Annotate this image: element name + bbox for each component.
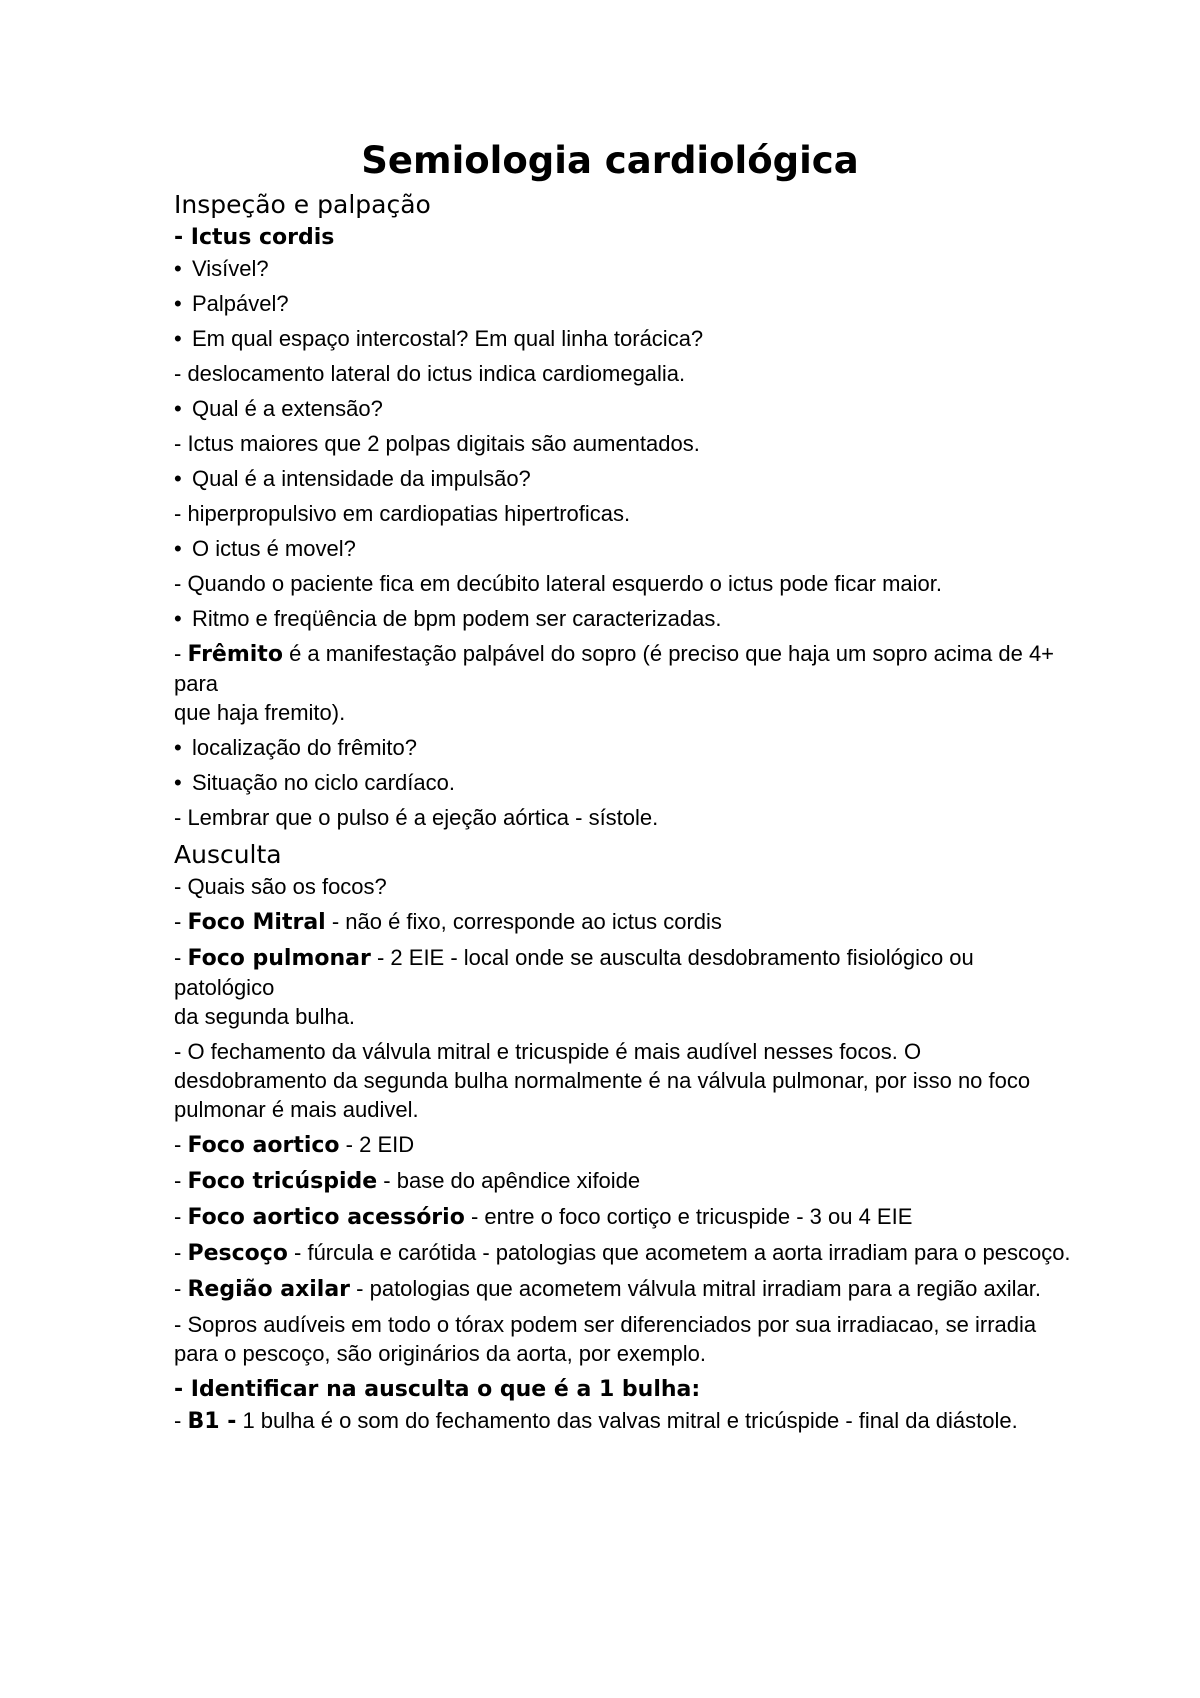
document-title: Semiologia cardiológica — [361, 139, 859, 182]
list-item: - Ictus maiores que 2 polpas digitais são aumentados. — [174, 431, 700, 456]
subheading-identificar: - Identificar na ausculta o que é a 1 bulha: — [174, 1377, 701, 1402]
list-item: - Quais são os focos? — [174, 874, 387, 899]
section-heading-inspecao: Inspeção e palpação — [174, 190, 431, 219]
list-item: • Situação no ciclo cardíaco. — [174, 770, 455, 795]
subheading-ictus-cordis: - Ictus cordis — [174, 225, 335, 250]
paragraph: - O fechamento da válvula mitral e tricuspide é mais audível nesses focos. O desdobramento da segunda bulha normalmente é na válvula pulmonar, por isso no foco pulmonar é mais audivel. — [174, 1039, 1031, 1122]
b1-item: - B1 - 1 bulha é o som do fechamento das valvas mitral e tricúspide - final da diástole. — [174, 1408, 1018, 1434]
bullet-icon: • — [174, 770, 182, 795]
paragraph: - Sopros audíveis em todo o tórax podem ser diferenciados por sua irradiacao, se irradia para o pescoço, são originários da aorta, por exemplo. — [174, 1312, 1037, 1366]
list-item: • localização do frêmito? — [174, 735, 418, 760]
focus-item: - Região axilar - patologias que acometem válvula mitral irradiam para a região axilar. — [174, 1276, 1041, 1302]
bullet-icon: • — [174, 536, 182, 561]
bullet-icon: • — [174, 256, 182, 281]
list-item: • Em qual espaço intercostal? Em qual linha torácica? — [174, 326, 704, 351]
list-item: • Qual é a intensidade da impulsão? — [174, 466, 531, 491]
focus-item: - Foco tricúspide - base do apêndice xifoide — [174, 1168, 641, 1194]
bullet-icon: • — [174, 735, 182, 760]
focus-item: - Pescoço - fúrcula e carótida - patologias que acometem a aorta irradiam para o pescoço. — [174, 1240, 1071, 1266]
bullet-icon: • — [174, 466, 182, 491]
bullet-icon: • — [174, 291, 182, 316]
list-item: • Ritmo e freqüência de bpm podem ser caracterizadas. — [174, 606, 722, 631]
bullet-icon: • — [174, 396, 182, 421]
bullet-icon: • — [174, 606, 182, 631]
list-item: - Quando o paciente fica em decúbito lateral esquerdo o ictus pode ficar maior. — [174, 571, 943, 596]
focus-item: - Foco aortico - 2 EID — [174, 1132, 415, 1158]
focus-item: - Foco Mitral - não é fixo, corresponde ao ictus cordis — [174, 909, 722, 935]
focus-term: Pescoço — [187, 1241, 288, 1266]
ictus-list — [174, 254, 1074, 633]
focus-term: Foco aortico — [187, 1133, 340, 1158]
list-item: • Palpável? — [174, 291, 289, 316]
fremito-term: Frêmito — [187, 642, 283, 667]
section-heading-ausculta: Ausculta — [174, 840, 282, 869]
list-item: • Visível? — [174, 256, 269, 281]
list-item: • O ictus é movel? — [174, 536, 356, 561]
document-page — [174, 136, 1074, 1442]
focus-item: - Foco aortico acessório - entre o foco cortiço e tricuspide - 3 ou 4 EIE — [174, 1204, 913, 1230]
focus-term: Foco tricúspide — [187, 1169, 378, 1194]
focus-term: Foco pulmonar — [187, 946, 371, 971]
list-item: • Qual é a extensão? — [174, 396, 383, 421]
focus-term: Foco Mitral — [187, 910, 326, 935]
bullet-icon: • — [174, 326, 182, 351]
focus-item: - Foco pulmonar - 2 EIE - local onde se ausculta desdobramento fisiológico ou patológico da segunda bulha. — [174, 945, 974, 1029]
b1-term: B1 - — [187, 1409, 237, 1434]
list-item: - Lembrar que o pulso é a ejeção aórtica - sístole. — [174, 805, 659, 830]
fremito-paragraph: - Frêmito é a manifestação palpável do sopro (é preciso que haja um sopro acima de 4+ para que haja fremito). — [174, 641, 1055, 725]
focus-term: Foco aortico acessório — [187, 1205, 465, 1230]
list-item: - deslocamento lateral do ictus indica cardiomegalia. — [174, 361, 686, 386]
list-item: - hiperpropulsivo em cardiopatias hipertroficas. — [174, 501, 631, 526]
focus-term: Região axilar — [187, 1277, 351, 1302]
